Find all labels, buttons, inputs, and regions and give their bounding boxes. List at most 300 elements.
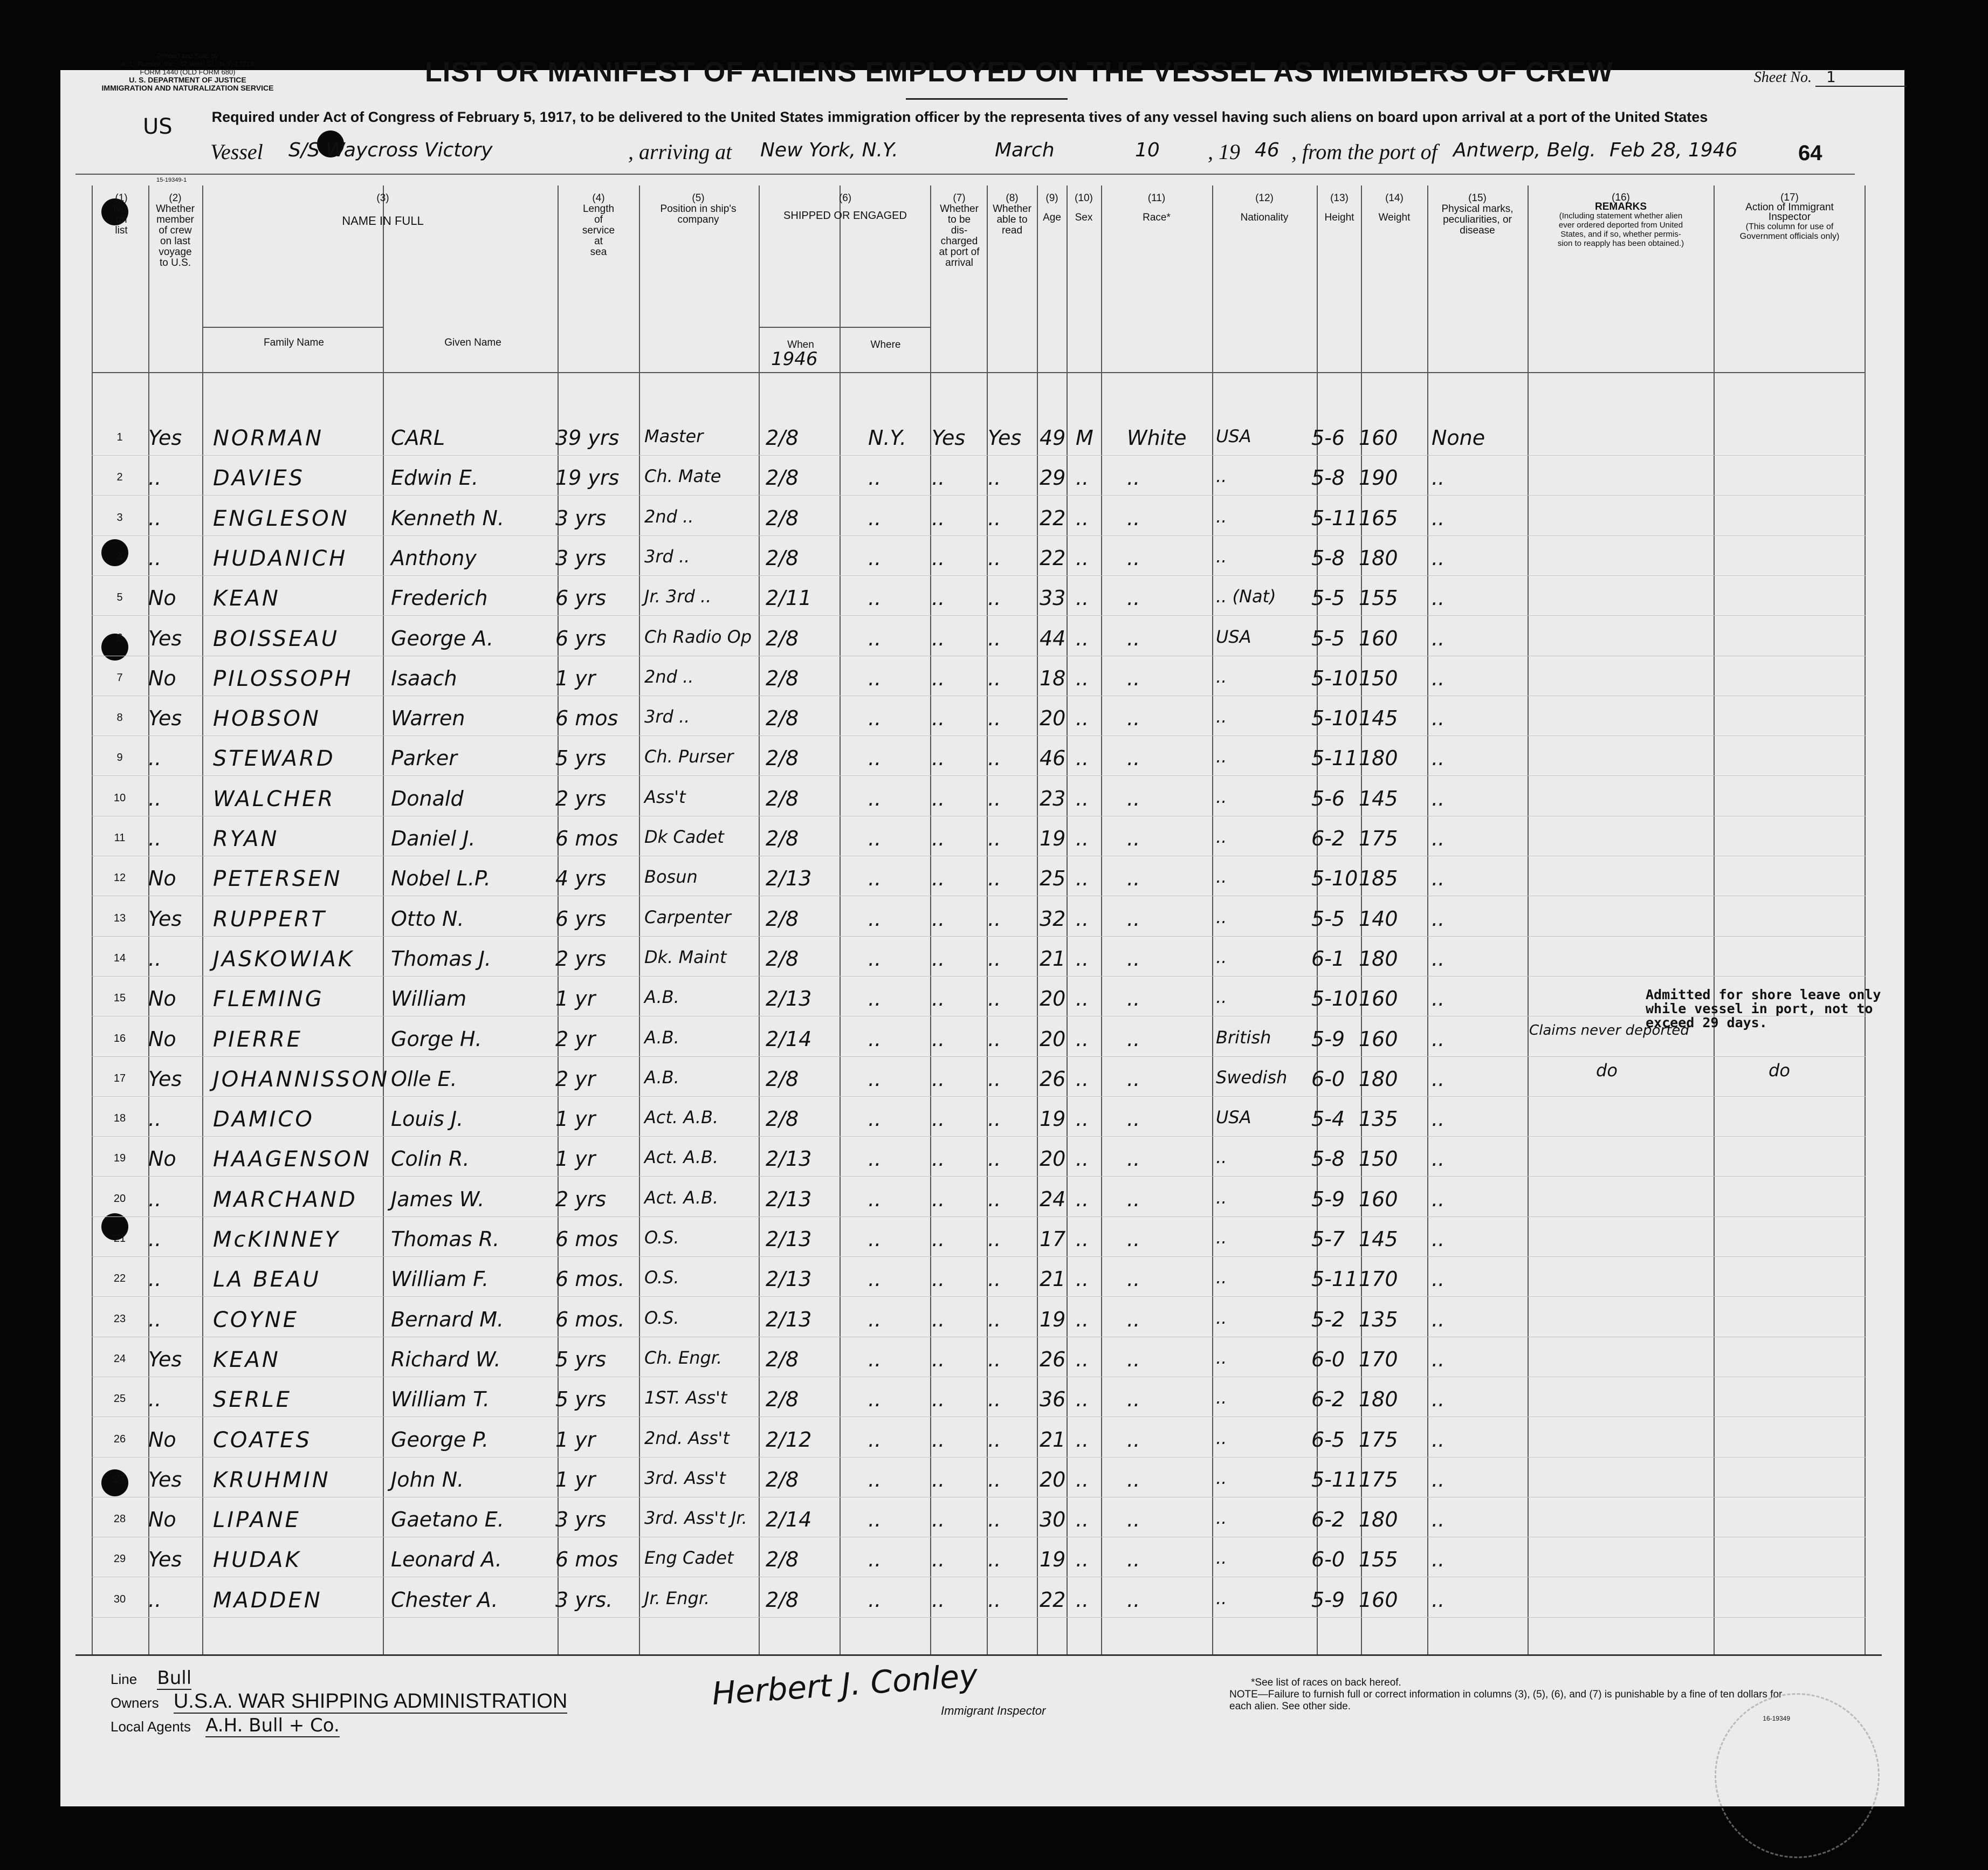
cell-height: 5-11 (1311, 1467, 1358, 1491)
row-rule (92, 1296, 1866, 1297)
row-number: 28 (113, 1513, 126, 1525)
row-number: 5 (116, 592, 123, 604)
row-number: 6 (116, 631, 123, 644)
col-height: (13) Height (1324, 192, 1354, 223)
cell-sex: .. (1076, 1267, 1089, 1291)
row-rule (92, 775, 1866, 776)
cell-nat: .. (1216, 1548, 1227, 1569)
cell-sex: .. (1076, 1508, 1089, 1532)
cell-position: A.B. (644, 1067, 679, 1088)
cell-when: 2/8 (766, 546, 799, 570)
cell-discharged: .. (932, 1227, 945, 1251)
cell-marks: .. (1432, 546, 1445, 570)
cell-crew: Yes (148, 906, 182, 931)
cell-family: LIPANE (213, 1508, 301, 1533)
cell-race: .. (1127, 1107, 1140, 1131)
cell-sex: .. (1076, 1307, 1089, 1331)
cell-weight: 160 (1359, 987, 1398, 1011)
penalty-note: NOTE—Failure to furnish full or correct information in columns (3), (5), (6), and (7) is punishable by a fine of ten dollars for each alien. See other side. (1229, 1689, 1783, 1712)
crew-table (92, 185, 1866, 1654)
cell-sex: .. (1076, 666, 1089, 690)
cell-discharged: .. (932, 1467, 945, 1491)
cell-read: .. (988, 1027, 1001, 1051)
cell-race: .. (1127, 987, 1140, 1011)
cell-family: HOBSON (213, 706, 321, 732)
cell-nat: .. (1216, 1147, 1227, 1168)
row-rule (92, 1457, 1866, 1458)
cell-nat: .. (1216, 786, 1227, 807)
cell-read: .. (988, 827, 1001, 850)
cell-nat: British (1216, 1027, 1271, 1048)
departure-date: Feb 28, 1946 (1609, 139, 1738, 161)
col-remarks: (16) REMARKS (Including statement whether alien ever ordered deported from United States, and if so, whether permis- sion to reapply has been obtained.) (1557, 192, 1684, 248)
cell-age: 20 (1040, 1027, 1066, 1051)
cell-position: Act. A.B. (644, 1147, 719, 1168)
cell-discharged: .. (932, 1307, 945, 1331)
cell-where: .. (868, 626, 882, 650)
cell-read: .. (988, 1187, 1001, 1211)
cell-nat: .. (1216, 1387, 1227, 1408)
cell-service: 6 mos (555, 827, 618, 850)
cell-position: Carpenter (644, 906, 731, 927)
cell-marks: .. (1432, 867, 1445, 891)
cell-given: Thomas R. (391, 1227, 500, 1251)
row-number: 11 (114, 832, 126, 844)
cell-read: Yes (988, 426, 1022, 450)
cell-when: 2/8 (766, 786, 799, 810)
cell-age: 22 (1040, 1587, 1066, 1612)
cell-race: .. (1127, 1307, 1140, 1331)
cell-given: Donald (391, 786, 464, 810)
cell-where: .. (868, 1587, 882, 1612)
cell-read: .. (988, 1307, 1001, 1331)
cell-weight: 180 (1359, 746, 1398, 771)
sheet-number (1754, 68, 1907, 87)
printer-line: A. L. Russell, Inc., 47 West St., N.Y.-17214 (121, 60, 254, 68)
cell-family: RYAN (213, 827, 279, 851)
cell-position: A.B. (644, 1027, 679, 1048)
row-number: 19 (113, 1152, 126, 1165)
cell-height: 5-10 (1311, 706, 1358, 731)
cell-where: .. (868, 1427, 882, 1452)
cell-where: .. (868, 1307, 882, 1331)
cell-when: 2/8 (766, 827, 799, 850)
cell-height: 6-2 (1311, 1387, 1345, 1412)
col-crew-last-voyage: (2) Whether member of crew on last voyage to U.S. (156, 192, 195, 269)
cell-height: 5-11 (1311, 746, 1358, 771)
cell-nat: .. (1216, 1347, 1227, 1368)
cell-read: .. (988, 466, 1001, 490)
row-rule (92, 936, 1866, 937)
cell-race: .. (1127, 586, 1140, 610)
cell-family: PETERSEN (213, 867, 342, 892)
cell-age: 19 (1040, 1548, 1066, 1572)
cell-marks: .. (1432, 466, 1445, 490)
cell-service: 1 yr (555, 987, 596, 1011)
cell-sex: .. (1076, 987, 1089, 1011)
cell-given: Thomas J. (391, 946, 492, 971)
cell-given: William T. (391, 1387, 490, 1412)
cell-age: 19 (1040, 827, 1066, 850)
cell-height: 5-9 (1311, 1587, 1345, 1612)
cell-discharged: .. (932, 666, 945, 690)
cell-nat: .. (1216, 1187, 1227, 1208)
cell-weight: 160 (1359, 1027, 1398, 1051)
cell-when: 2/8 (766, 1387, 799, 1412)
cell-position: Eng Cadet (644, 1548, 734, 1569)
cell-sex: .. (1076, 706, 1089, 731)
cell-when: 2/8 (766, 1347, 799, 1371)
col-position: (5) Position in ship's company (660, 192, 737, 225)
cell-crew: Yes (148, 426, 182, 450)
cell-age: 46 (1040, 746, 1066, 771)
cell-discharged: .. (932, 1147, 945, 1171)
col-list-number: (1) No. on list (113, 192, 129, 236)
cell-marks: .. (1432, 1467, 1445, 1491)
cell-discharged: .. (932, 586, 945, 610)
cell-where: .. (868, 1508, 882, 1532)
cell-nat: .. (1216, 1267, 1227, 1288)
cell-discharged: .. (932, 906, 945, 931)
cell-family: HAAGENSON (213, 1147, 372, 1172)
cell-crew: Yes (148, 1347, 182, 1371)
row-number: 3 (116, 511, 123, 524)
cell-where: .. (868, 506, 882, 530)
cell-crew: .. (148, 1267, 162, 1291)
cell-height: 5-10 (1311, 867, 1358, 891)
cell-nat: .. (1216, 946, 1227, 967)
cell-family: NORMAN (213, 426, 324, 451)
cell-weight: 180 (1359, 1387, 1398, 1412)
cell-position: 2nd .. (644, 666, 694, 687)
cell-given: Gaetano E. (391, 1508, 504, 1532)
cell-read: .. (988, 1387, 1001, 1412)
cell-race: White (1127, 426, 1187, 450)
cell-nat: .. (1216, 987, 1227, 1008)
cell-marks: .. (1432, 706, 1445, 731)
cell-height: 5-11 (1311, 506, 1358, 530)
cell-sex: .. (1076, 1027, 1089, 1051)
cell-sex: .. (1076, 1227, 1089, 1251)
cell-weight: 155 (1359, 1548, 1398, 1572)
row-number: 9 (116, 752, 123, 764)
cell-when: 2/8 (766, 1107, 799, 1131)
cell-discharged: .. (932, 1427, 945, 1452)
cell-weight: 180 (1359, 946, 1398, 971)
cell-crew: .. (148, 1587, 162, 1612)
cell-family: PIERRE (213, 1027, 303, 1052)
cell-height: 6-5 (1311, 1427, 1345, 1452)
cell-given: George P. (391, 1427, 489, 1452)
cell-race: .. (1127, 1067, 1140, 1091)
row-rule (92, 535, 1866, 536)
cell-position: A.B. (644, 987, 679, 1008)
cell-service: 5 yrs (555, 746, 607, 771)
cell-when: 2/13 (766, 987, 812, 1011)
cell-height: 6-0 (1311, 1548, 1345, 1572)
row-number: 7 (116, 671, 123, 684)
cell-family: MARCHAND (213, 1187, 357, 1212)
cell-given: Olle E. (391, 1067, 457, 1091)
col-sex: (10) Sex (1075, 192, 1093, 223)
form-code: 16-19349 (1763, 1715, 1790, 1722)
cell-where: .. (868, 466, 882, 490)
cell-weight: 160 (1359, 626, 1398, 650)
row-rule (92, 575, 1866, 576)
cell-where: .. (868, 1027, 882, 1051)
cell-marks: .. (1432, 1027, 1445, 1051)
cell-service: 5 yrs (555, 1347, 607, 1371)
cell-marks: .. (1432, 946, 1445, 971)
cell-discharged: Yes (932, 426, 966, 450)
cell-discharged: .. (932, 1387, 945, 1412)
cell-weight: 170 (1359, 1267, 1398, 1291)
cell-read: .. (988, 506, 1001, 530)
cell-height: 5-9 (1311, 1027, 1345, 1051)
cell-race: .. (1127, 827, 1140, 850)
cell-when: 2/8 (766, 1467, 799, 1491)
cell-where: .. (868, 827, 882, 850)
cell-read: .. (988, 1587, 1001, 1612)
cell-position: O.S. (644, 1267, 679, 1288)
cell-discharged: .. (932, 867, 945, 891)
row-rule (92, 1216, 1866, 1217)
page-number: 64 (1798, 141, 1822, 165)
cell-sex: .. (1076, 626, 1089, 650)
cell-race: .. (1127, 1427, 1140, 1452)
cell-height: 5-8 (1311, 466, 1345, 490)
vessel-name: S/S Waycross Victory (288, 139, 493, 161)
cell-position: Act. A.B. (644, 1107, 719, 1128)
cell-nat: .. (1216, 1427, 1227, 1448)
cell-position: 3rd .. (644, 706, 690, 727)
cell-read: .. (988, 987, 1001, 1011)
cell-given: Otto N. (391, 906, 464, 931)
cell-when: 2/8 (766, 626, 799, 650)
cell-position: O.S. (644, 1227, 679, 1248)
cell-race: .. (1127, 1508, 1140, 1532)
cell-sex: .. (1076, 546, 1089, 570)
cell-where: .. (868, 546, 882, 570)
cell-family: McKINNEY (213, 1227, 341, 1252)
cell-sex: .. (1076, 466, 1089, 490)
year-prefix: , 19 (1208, 140, 1240, 164)
cell-age: 21 (1040, 946, 1066, 971)
arrival-day: 10 (1135, 139, 1160, 161)
cell-discharged: .. (932, 1508, 945, 1532)
cell-given: Warren (391, 706, 465, 731)
cell-marks: .. (1432, 746, 1445, 771)
cell-where: .. (868, 1548, 882, 1572)
cell-age: 19 (1040, 1107, 1066, 1131)
cell-race: .. (1127, 1587, 1140, 1612)
vs-mark: US (143, 114, 173, 139)
cell-given: Isaach (391, 666, 457, 690)
owners-field (111, 1690, 567, 1713)
cell-when: 2/8 (766, 946, 799, 971)
cell-sex: .. (1076, 1107, 1089, 1131)
cell-height: 5-10 (1311, 666, 1358, 690)
cell-crew: Yes (148, 1067, 182, 1091)
cell-family: COYNE (213, 1307, 299, 1332)
cell-race: .. (1127, 466, 1140, 490)
cell-when: 2/14 (766, 1027, 812, 1051)
row-rule (92, 1056, 1866, 1057)
cell-nat: .. (1216, 546, 1227, 567)
cell-service: 2 yrs (555, 1187, 607, 1211)
arriving-port: New York, N.Y. (760, 139, 898, 161)
cell-race: .. (1127, 1187, 1140, 1211)
cell-service: 6 mos. (555, 1267, 625, 1291)
cell-nat: .. (1216, 867, 1227, 888)
col-shipped-where: Where (870, 339, 901, 350)
cell-read: .. (988, 1467, 1001, 1491)
col-nationality: (12) Nationality (1240, 192, 1289, 223)
cell-service: 3 yrs (555, 546, 607, 570)
cell-where: .. (868, 706, 882, 731)
cell-marks: .. (1432, 1067, 1445, 1091)
cell-position: Dk. Maint (644, 946, 727, 967)
cell-when: 2/13 (766, 1147, 812, 1171)
cell-when: 2/8 (766, 1548, 799, 1572)
cell-crew: .. (148, 946, 162, 971)
cell-age: 23 (1040, 786, 1066, 810)
cell-race: .. (1127, 546, 1140, 570)
cell-service: 2 yrs (555, 786, 607, 810)
remarks-ditto: do (1596, 1060, 1618, 1081)
cell-given: CARL (391, 426, 445, 450)
cell-service: 3 yrs (555, 506, 607, 530)
cell-height: 5-2 (1311, 1307, 1345, 1331)
cell-crew: No (148, 987, 176, 1011)
cell-age: 18 (1040, 666, 1066, 690)
cell-crew: No (148, 1508, 176, 1532)
cell-position: Ass't (644, 786, 686, 807)
row-number: 30 (113, 1593, 126, 1605)
cell-nat: USA (1216, 426, 1251, 446)
cell-sex: .. (1076, 867, 1089, 891)
cell-service: 6 mos. (555, 1307, 625, 1331)
cell-position: Act. A.B. (644, 1187, 719, 1208)
cell-weight: 160 (1359, 426, 1398, 450)
cell-age: 22 (1040, 546, 1066, 570)
col-shipped-title: SHIPPED OR ENGAGED (783, 210, 907, 222)
cell-crew: No (148, 666, 176, 690)
line-value: Bull (157, 1667, 192, 1689)
cell-position: Ch Radio Op (644, 626, 752, 647)
department-name: U. S. DEPARTMENT OF JUSTICE (129, 75, 246, 84)
cell-weight: 185 (1359, 867, 1398, 891)
col-race: (11) Race* (1143, 192, 1171, 223)
cell-nat: .. (1216, 1467, 1227, 1488)
sheet-value: 1 (1815, 68, 1907, 87)
cell-weight: 190 (1359, 466, 1398, 490)
cell-nat: .. (1216, 1227, 1227, 1248)
cell-family: KRUHMIN (213, 1467, 331, 1493)
cell-family: KEAN (213, 1347, 280, 1372)
col-able-read: (8) Whether able to read (993, 192, 1031, 236)
cell-where: .. (868, 867, 882, 891)
cell-given: Nobel L.P. (391, 867, 491, 891)
cell-crew: .. (148, 746, 162, 771)
cell-race: .. (1127, 1548, 1140, 1572)
cell-where: .. (868, 1267, 882, 1291)
row-rule (92, 1256, 1866, 1257)
cell-race: .. (1127, 1027, 1140, 1051)
line-field (111, 1667, 191, 1689)
cell-when: 2/13 (766, 1227, 812, 1251)
cell-when: 2/8 (766, 426, 799, 450)
cell-height: 5-6 (1311, 426, 1345, 450)
cell-given: Leonard A. (391, 1548, 502, 1572)
cell-service: 1 yr (555, 1107, 596, 1131)
cell-read: .. (988, 1227, 1001, 1251)
cell-marks: .. (1432, 1387, 1445, 1412)
cell-age: 44 (1040, 626, 1066, 650)
cell-when: 2/8 (766, 906, 799, 931)
cell-crew: .. (148, 466, 162, 490)
act-statement: Required under Act of Congress of February 5, 1917, to be delivered to the United States immigration officer by the representa tives of any vessel having such aliens on board upon arrival at a port of the United States (211, 109, 1708, 125)
vessel-line (137, 139, 1755, 171)
cell-read: .. (988, 946, 1001, 971)
row-number: 13 (113, 912, 126, 924)
cell-given: Kenneth N. (391, 506, 505, 530)
cell-race: .. (1127, 1227, 1140, 1251)
cell-height: 6-0 (1311, 1067, 1345, 1091)
arrival-month: March (995, 139, 1055, 161)
cell-nat: .. (1216, 666, 1227, 687)
col-age: (9) Age (1043, 192, 1061, 223)
remarks-handwritten: Claims never deported (1529, 1022, 1689, 1039)
cell-service: 19 yrs (555, 466, 620, 490)
cell-read: .. (988, 1267, 1001, 1291)
cell-race: .. (1127, 867, 1140, 891)
cell-race: .. (1127, 666, 1140, 690)
cell-sex: .. (1076, 946, 1089, 971)
cell-sex: .. (1076, 827, 1089, 850)
cell-given: John N. (391, 1467, 464, 1491)
cell-given: Chester A. (391, 1587, 498, 1612)
cell-discharged: .. (932, 827, 945, 850)
cell-service: 4 yrs (555, 867, 607, 891)
cell-crew: .. (148, 506, 162, 530)
cell-discharged: .. (932, 1107, 945, 1131)
cell-family: HUDANICH (213, 546, 348, 571)
cell-position: 3rd .. (644, 546, 690, 567)
cell-where: .. (868, 1147, 882, 1171)
cell-read: .. (988, 867, 1001, 891)
title-underline (906, 98, 1068, 100)
cell-sex: .. (1076, 746, 1089, 771)
cell-nat: .. (1216, 1508, 1227, 1529)
cell-weight: 135 (1359, 1307, 1398, 1331)
cell-position: Ch. Mate (644, 466, 721, 487)
cell-age: 22 (1040, 506, 1066, 530)
cell-sex: .. (1076, 1548, 1089, 1572)
cell-height: 6-2 (1311, 1508, 1345, 1532)
cell-when: 2/8 (766, 466, 799, 490)
cell-read: .. (988, 746, 1001, 771)
cell-when: 2/13 (766, 1307, 812, 1331)
cell-marks: .. (1432, 506, 1445, 530)
agents-field (111, 1715, 340, 1736)
inspector-seal (1715, 1693, 1880, 1858)
cell-height: 5-9 (1311, 1187, 1345, 1211)
cell-crew: Yes (148, 626, 182, 650)
cell-crew: .. (148, 1107, 162, 1131)
row-rule (92, 976, 1866, 977)
cell-height: 5-11 (1311, 1267, 1358, 1291)
